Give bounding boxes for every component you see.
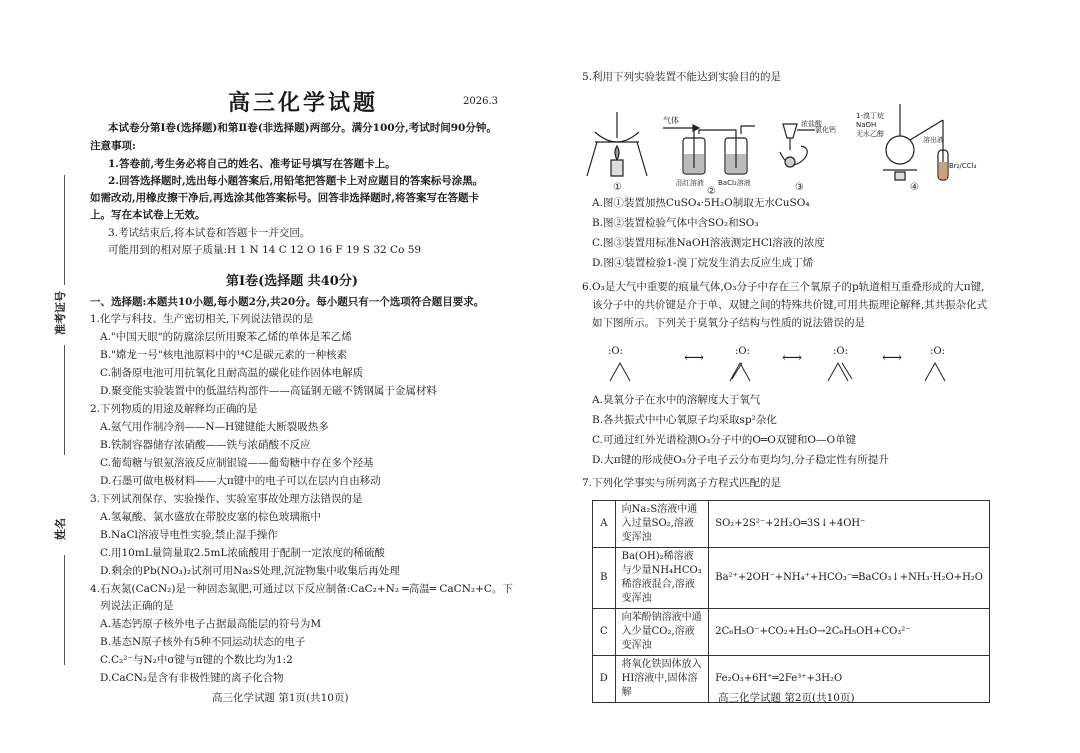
notice-title: 注意事项:	[90, 140, 136, 152]
atomic-mass-line: 可能用到的相对原子质量:H 1 N 14 C 12 O 16 F 19 S 32 Co 59	[108, 244, 422, 256]
q5-option-b: B.图②装置检验气体中含SO₂和SO₃	[592, 217, 759, 229]
resonance-arrow-2: ⟷	[782, 350, 803, 366]
q2-option-a: A.氨气用作制冷剂——N—H键键能大断裂吸热多	[100, 421, 329, 433]
q7-row-b-equation: Ba²⁺+2OH⁻+NH₄⁺+HCO₃⁻═BaCO₃↓+NH₃·H₂O+H₂O	[709, 548, 990, 609]
q6-stem-line-1: 6.O₃是大气中重要的痕量气体,O₃分子中存在三个氧原子的p轨道相互重叠形成的大π键,	[582, 281, 985, 293]
q5-apparatus-figure	[575, 90, 985, 195]
q7-stem: 7.下列化学事实与所列离子方程式匹配的是	[582, 477, 782, 489]
fig-label-cacl2: 氯化钙	[815, 126, 836, 134]
q1-stem: 1.化学与科技、生产密切相关,下列说法错误的是	[90, 313, 314, 325]
page-1-footer: 高三化学试题 第1页(共10页)	[212, 692, 349, 704]
q7-row-a-label: A	[593, 501, 616, 548]
exam-number-label: 准考证号	[54, 291, 67, 335]
q2-stem: 2.下列物质的用途及解释均正确的是	[90, 403, 258, 415]
binding-line-middle	[64, 345, 65, 455]
q7-row-b-label: B	[593, 548, 616, 609]
q6-option-c: C.可通过红外光谱检测O₃分子中的O═O双键和O—O单键	[592, 434, 857, 446]
q7-row-a-fact: 向Na₂S溶液中通入过量SO₂,溶液变浑浊	[615, 501, 709, 548]
notice-2-end: 上。写在本试卷上无效。	[90, 209, 206, 221]
q7-row-c-fact: 向苯酚钠溶液中通入少量CO₂,溶液变浑浊	[615, 609, 709, 656]
q1-option-a: A."中国天眼"的防腐涂层所用聚苯乙烯的单体是苯乙烯	[100, 331, 352, 343]
notice-2: 2.回答选择题时,选出每小题答案后,用铅笔把答题卡上对应题目的答案标号涂黑。	[108, 175, 484, 187]
q7-row-d-fact: 将氧化铁固体放入HI溶液中,固体溶解	[615, 656, 709, 703]
ozone-center-o: :O:	[608, 346, 623, 357]
fig-label-naoh: NaOH	[856, 121, 877, 129]
q4-stem: 4.石灰氮(CaCN₂)是一种固态氮肥,可通过以下反应制备:CaC₂+N₂ ═高温═ CaCN₂+C。下	[90, 583, 513, 595]
exam-title: 高三化学试题	[228, 90, 379, 116]
fig-label-bacl2: BaCl₂溶液	[718, 179, 751, 187]
fig-label-pinhong: 品红溶液	[676, 179, 704, 187]
q7-row-b-fact: Ba(OH)₂稀溶液与少量NH₄HCO₃稀溶液混合,溶液变浑浊	[615, 548, 709, 609]
apparatus-1-heating-dish	[587, 112, 647, 176]
ozone-center-o: :O:	[930, 346, 945, 357]
q3-option-b: B.NaCl溶液导电性实验,禁止湿手操作	[100, 529, 278, 541]
fig-label-hcl: 浓盐酸	[801, 120, 822, 128]
page-2-footer: 高三化学试题 第2页(共10页)	[718, 692, 855, 704]
fig-label-solution: 溶出液	[923, 136, 944, 144]
q5-option-a: A.图①装置加热CuSO₄·5H₂O制取无水CuSO₄	[592, 197, 810, 209]
figure-number-3: ③	[795, 182, 804, 193]
fig-label-br2: Br₂/CCl₄	[949, 162, 977, 170]
q3-option-a: A.氢氟酸、氯水盛放在带胶皮塞的棕色玻璃瓶中	[100, 511, 321, 523]
figure-number-1: ①	[613, 182, 622, 193]
q1-option-b: B."嫦龙一号"核电池原料中的¹⁴C是碳元素的一种核素	[100, 349, 348, 361]
table-row	[593, 548, 990, 609]
q7-row-d-equation: Fe₂O₃+6H⁺═2Fe³⁺+3H₂O	[709, 656, 990, 703]
notice-1: 1.答卷前,考生务必将自己的姓名、准考证号填写在答题卡上。	[108, 158, 396, 170]
binding-line-top	[64, 175, 65, 285]
q3-option-c: C.用10mL量筒量取2.5mL浓硫酸用于配制一定浓度的稀硫酸	[100, 547, 385, 559]
exam-date: 2026.3	[463, 96, 498, 107]
q6-option-d: D.大π键的形成使O₃分子电子云分布更均匀,分子稳定性有所提升	[592, 454, 889, 466]
apparatus-3-titration	[780, 124, 815, 167]
q7-options-table	[592, 500, 990, 703]
q6-option-a: A.臭氧分子在水中的溶解度大于氧气	[592, 394, 761, 406]
q7-row-c-equation: 2C₆H₅O⁻+CO₂+H₂O→2C₆H₅OH+CO₃²⁻	[709, 609, 990, 656]
fig-label-gas: 气体	[663, 116, 679, 125]
q4-stem-cont: 列说法正确的是	[100, 600, 174, 612]
q4-option-c: C.C₂²⁻与N₂中σ键与π键的个数比均为1:2	[100, 654, 293, 666]
intro-text: 本试卷分第Ⅰ卷(选择题)和第Ⅱ卷(非选择题)两部分。满分100分,考试时间90分钟。	[108, 122, 497, 134]
q3-option-d: D.剩余的Pb(NO₃)₂试剂可用Na₂S处理,沉淀物集中收集后再处理	[100, 565, 400, 577]
q6-stem-line-3: 如下图所示。下列关于臭氧分子结构与性质的说法错误的是	[592, 317, 865, 329]
figure-number-4: ④	[910, 182, 919, 193]
q1-option-c: C.制备原电池可用抗氧化且耐高温的碳化硅作固体电解质	[100, 367, 363, 379]
q5-option-c: C.图③装置用标准NaOH溶液测定HCl溶液的浓度	[592, 237, 825, 249]
resonance-arrow-3: ⟷	[882, 350, 903, 366]
q7-row-d-label: D	[593, 656, 616, 703]
q4-option-d: D.CaCN₂是含有非极性键的离子化合物	[100, 672, 284, 684]
notice-2-cont: 如需改动,用橡皮擦干净后,再选涂其他答案标号。回答非选择题时,将答案写在答题卡	[90, 192, 479, 204]
name-label: 姓名	[54, 518, 67, 540]
q5-option-d: D.图④装置检验1-溴丁烷发生消去反应生成丁烯	[592, 257, 814, 269]
q6-option-b: B.各共振式中中心氧原子均采取sp²杂化	[592, 414, 777, 426]
q4-option-b: B.基态N原子核外有5种不同运动状态的电子	[100, 636, 306, 648]
table-row	[593, 609, 990, 656]
notice-3: 3.考试结束后,将本试卷和答题卡一并交回。	[108, 227, 311, 239]
part-one-title: 第Ⅰ卷(选择题 共40分)	[226, 274, 358, 289]
q6-stem-line-2: 该分子中的共价键是介于单、双键之间的特殊共价键,可用共振理论解释,其共振杂化式	[592, 299, 988, 311]
q7-row-a-equation: SO₂+2S²⁻+2H₂O═3S↓+4OH⁻	[709, 501, 990, 548]
q5-stem: 5.利用下列实验装置不能达到实验目的的是	[582, 71, 782, 83]
apparatus-2-gas-bottles	[663, 125, 755, 174]
section-one-instructions: 一、选择题:本题共10小题,每小题2分,共20分。每小题只有一个选项符合题目要求。	[90, 296, 485, 308]
q2-option-b: B.铁制容器储存浓硝酸——铁与浓硝酸不反应	[100, 439, 311, 451]
ozone-center-o: :O:	[735, 346, 750, 357]
ozone-center-o: :O:	[833, 346, 848, 357]
ozone-bond-lines	[600, 355, 980, 385]
fig-label-bromobutane: 1-溴丁烷	[856, 112, 884, 120]
fig-label-ethanol: 无水乙醇	[856, 130, 884, 138]
binding-line-bottom	[64, 555, 65, 665]
q4-option-a: A.基态钙原子核外电子占据最高能层的符号为M	[100, 618, 322, 630]
resonance-arrow-1: ⟷	[684, 350, 705, 366]
q2-option-d: D.石墨可做电极材料——大π键中的电子可以在层内自由移动	[100, 475, 381, 487]
q3-stem: 3.下列试剂保存、实验操作、实验室事故处理方法错误的是	[90, 493, 363, 505]
table-row	[593, 501, 990, 548]
q1-option-d: D.聚变能实验装置中的低温结构部件——高锰钢无磁不锈钢属于金属材料	[100, 385, 437, 397]
figure-number-2: ②	[707, 186, 716, 195]
q2-option-c: C.葡萄糖与银氨溶液反应制银镜——葡萄糖中存在多个羟基	[100, 457, 374, 469]
q7-row-c-label: C	[593, 609, 616, 656]
